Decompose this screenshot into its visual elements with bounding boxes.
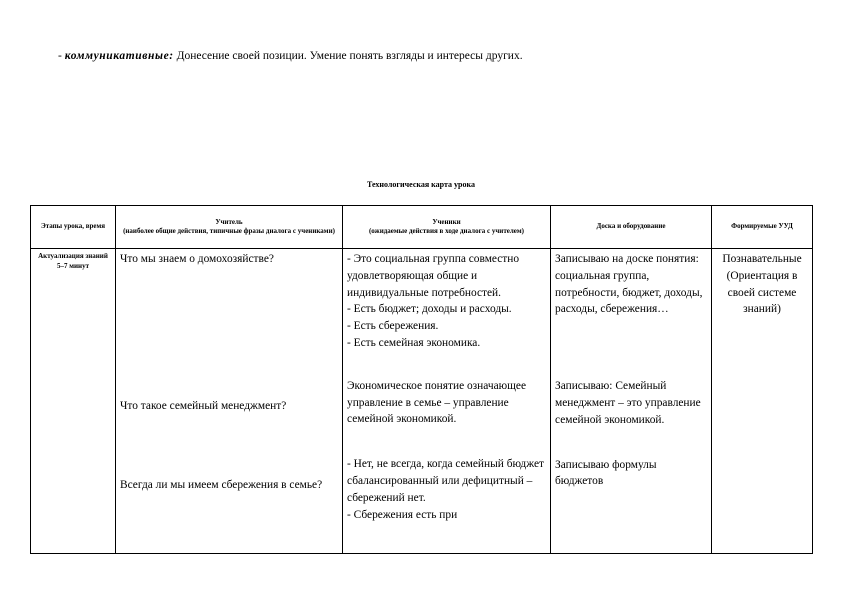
teacher-cell [116,249,343,554]
uud-text: Познавательные (Ориентация в своей системе знаний) [722,253,802,316]
header-teacher-sub: (наиболее общие действия, типичные фразы диалога с учениками) [123,227,335,235]
communicative-line [58,50,523,62]
student-answer-3a: - Нет, не всегда, когда семейный бюджет сбалансированный или дефицитный – сбережений нет. [347,458,544,504]
intro-dash: - [58,50,62,62]
header-board: Доска и оборудование [551,206,712,249]
students-cell [343,249,551,554]
stage-cell [31,249,116,554]
stage-time: 5–7 минут [56,262,90,270]
student-answer-1d: - Есть семейная экономика. [347,336,481,349]
board-note-2: Записываю: Семейный менеджмент – это управление семейной экономикой. [555,380,701,426]
header-teacher [116,206,343,249]
lesson-map-table [30,205,813,554]
teacher-question-1: Что мы знаем о домохозяйстве? [120,253,274,265]
student-answer-1c: - Есть сбережения. [347,320,439,333]
stage-name: Актуализация знаний [38,252,108,260]
student-answer-3b: - Сбережения есть при [347,508,458,521]
header-students-sub: (ожидаемые действия в ходе диалога с учителем) [368,227,525,235]
student-answer-1b: - Есть бюджет; доходы и расходы. [347,303,512,316]
header-row [31,206,813,249]
header-students-title: Ученики [432,217,461,226]
header-students [343,206,551,249]
table-title: Технологическая карта урока [367,180,475,189]
board-note-1: Записываю на доске понятия: социальная группа, потребности, бюджет, доходы, расходы, сбережения… [555,253,703,316]
teacher-question-2: Что такое семейный менеджмент? [120,399,287,412]
student-answer-2: Экономическое понятие означающее управление в семье – управление семейной экономикой. [347,379,527,426]
header-uud: Формируемые УУД [712,206,813,249]
uud-cell [712,249,813,554]
intro-label: коммуникативные: [64,50,174,62]
header-teacher-title: Учитель [215,217,243,226]
intro-text: Донесение своей позиции. Умение понять взгляды и интересы других. [176,50,523,62]
header-stage: Этапы урока, время [31,206,116,249]
board-note-3: Записываю формулы бюджетов [555,458,657,488]
board-cell [551,249,712,554]
student-answer-1a: - Это социальная группа совместно удовлетворяющая общие и индивидуальные потребностей. [347,253,520,299]
table-row [31,249,813,554]
teacher-question-3: Всегда ли мы имеем сбережения в семье? [120,478,323,491]
